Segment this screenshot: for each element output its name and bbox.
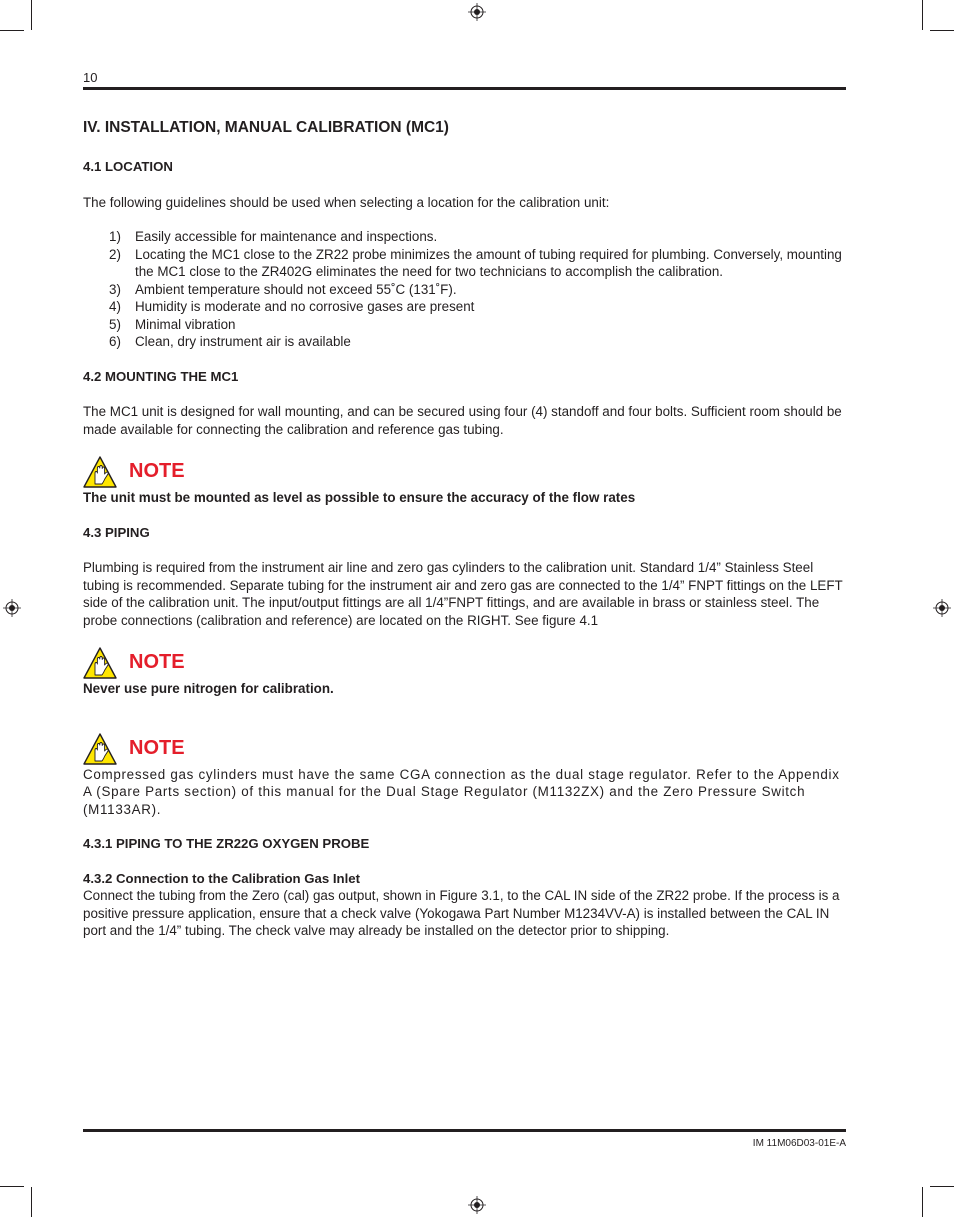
paragraph: The following guidelines should be used when selecting a location for the calibration unit: [83,194,610,210]
list-item: 5) Minimal vibration [109,316,236,332]
page-content [83,118,843,940]
location-list [83,228,843,351]
note-text: The unit must be mounted as level as possible to ensure the accuracy of the flow rates [83,490,636,505]
note-header [83,455,843,489]
page-number: 10 [83,70,98,85]
caution-hand-icon [83,647,117,679]
list-item: 6) Clean, dry instrument air is available [109,334,351,349]
crop-mark [0,1186,24,1187]
paragraph: Plumbing is required from the instrument air line and zero gas cylinders to the calibration unit. Standard 1/4” Stainless Steel tubing is recommended. Separate tubing for the instrument air and zero gas are connected to the 1/4” FNPT fittings on the LEFT side of the calibration unit. The input/output fittings are all 1/4”FNPT fittings, and are available in brass or stainless steel. The probe connections (calibration and reference) are located on the RIGHT. See figure 4.1 [83,560,843,628]
note-title: NOTE [129,651,185,674]
header-rule [83,87,846,90]
caution-hand-icon [83,456,117,488]
heading-4-2: 4.2 MOUNTING THE MC1 [83,368,239,384]
heading-4-3: 4.3 PIPING [83,524,150,540]
note-header [83,646,843,680]
crop-mark [922,1187,923,1217]
crop-mark [31,1187,32,1217]
heading-4-3-2: 4.3.2 Connection to the Calibration Gas Inlet [83,870,360,886]
registration-mark-icon [468,3,486,21]
paragraph: Connect the tubing from the Zero (cal) gas output, shown in Figure 3.1, to the CAL IN side of the ZR22 probe. If the process is a positive pressure application, ensure that a check valve (Yokogawa Part Number M1234VV-A) is installed between the CAL IN port and the 1/4” tubing. The check valve may already be installed on the detector prior to shipping. [83,888,840,938]
note-text: Never use pure nitrogen for calibration. [83,681,334,696]
document-id: IM 11M06D03-01E-A [752,1138,846,1149]
note-text: Compressed gas cylinders must have the same CGA connection as the dual stage regulator. Refer to the Appendix A (Spare Parts section) of this manual for the Dual Stage Regulator (M1132ZX) and the Zero Pressure Switch (M1133AR). [83,766,840,817]
heading-4-1: 4.1 LOCATION [83,159,173,174]
list-item: 3) Ambient temperature should not exceed 55˚C (131˚F). [109,281,457,297]
registration-mark-icon [933,599,951,617]
registration-mark-icon [3,599,21,617]
registration-mark-icon [468,1196,486,1214]
section-title: IV. INSTALLATION, MANUAL CALIBRATION (MC1) [83,119,449,136]
crop-mark [922,0,923,30]
crop-mark [31,0,32,30]
note-title: NOTE [129,736,185,759]
crop-mark [930,30,954,31]
list-item: 2) Locating the MC1 close to the ZR22 probe minimizes the amount of tubing required for plumbing. Conversely, mounting the MC1 close to the ZR402G eliminates the need for two technicians to accomplish the calibration. [109,246,842,279]
note-header [83,732,843,766]
crop-mark [930,1186,954,1187]
heading-4-3-1: 4.3.1 PIPING TO THE ZR22G OXYGEN PROBE [83,836,370,851]
footer-rule [83,1129,846,1132]
note-title: NOTE [129,460,185,483]
crop-mark [0,30,24,31]
list-item: 4) Humidity is moderate and no corrosive gases are present [109,299,475,314]
list-item: 1) Easily accessible for maintenance and inspections. [109,229,438,244]
caution-hand-icon [83,733,117,765]
paragraph: The MC1 unit is designed for wall mounting, and can be secured using four (4) standoff and four bolts. Sufficient room should be made available for connecting the calibration and reference gas tubing. [83,404,842,437]
